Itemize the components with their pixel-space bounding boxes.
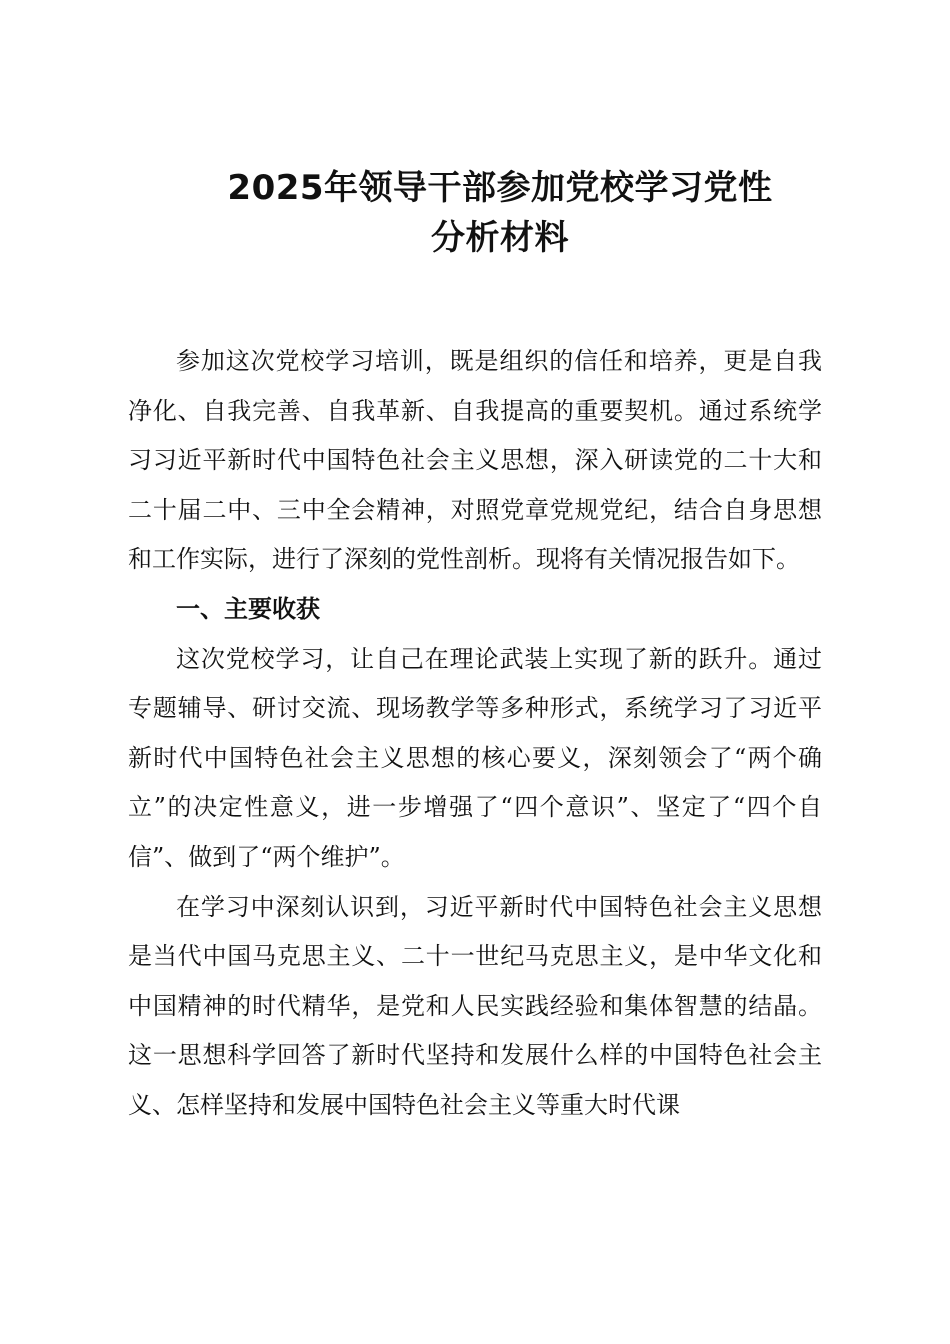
- section1-paragraph-2: 在学习中深刻认识到，习近平新时代中国特色社会主义思想是当代中国马克思主义、二十一世纪马克思主义，是中华文化和中国精神的时代精华，是党和人民实践经验和集体智慧的结晶。这一思想科学回答了新时代坚持和发展什么样的中国特色社会主义、怎样坚持和发展中国特色社会主义等重大时代课: [128, 892, 822, 1119]
- title-line-1: 2025年领导干部参加党校学习党性: [227, 168, 773, 208]
- title-line-2: 分析材料: [431, 218, 569, 258]
- section1-paragraph-1: 这次党校学习，让自己在理论武装上实现了新的跃升。通过专题辅导、研讨交流、现场教学等多种形式，系统学习了习近平新时代中国特色社会主义思想的核心要义，深刻领会了“两个确立”的决定性意义，进一步增强了“四个意识”、坚定了“四个自信”、做到了“两个维护”。: [128, 644, 822, 871]
- document-body: [128, 337, 822, 1131]
- section-heading-main-gains: 一、主要收获: [176, 594, 320, 623]
- document-title: [150, 163, 850, 263]
- intro-paragraph: 参加这次党校学习培训，既是组织的信任和培养，更是自我净化、自我完善、自我革新、自我提高的重要契机。通过系统学习习近平新时代中国特色社会主义思想，深入研读党的二十大和二十届二中、三中全会精神，对照党章党规党纪，结合自身思想和工作实际，进行了深刻的党性剖析。现将有关情况报告如下。: [128, 347, 822, 574]
